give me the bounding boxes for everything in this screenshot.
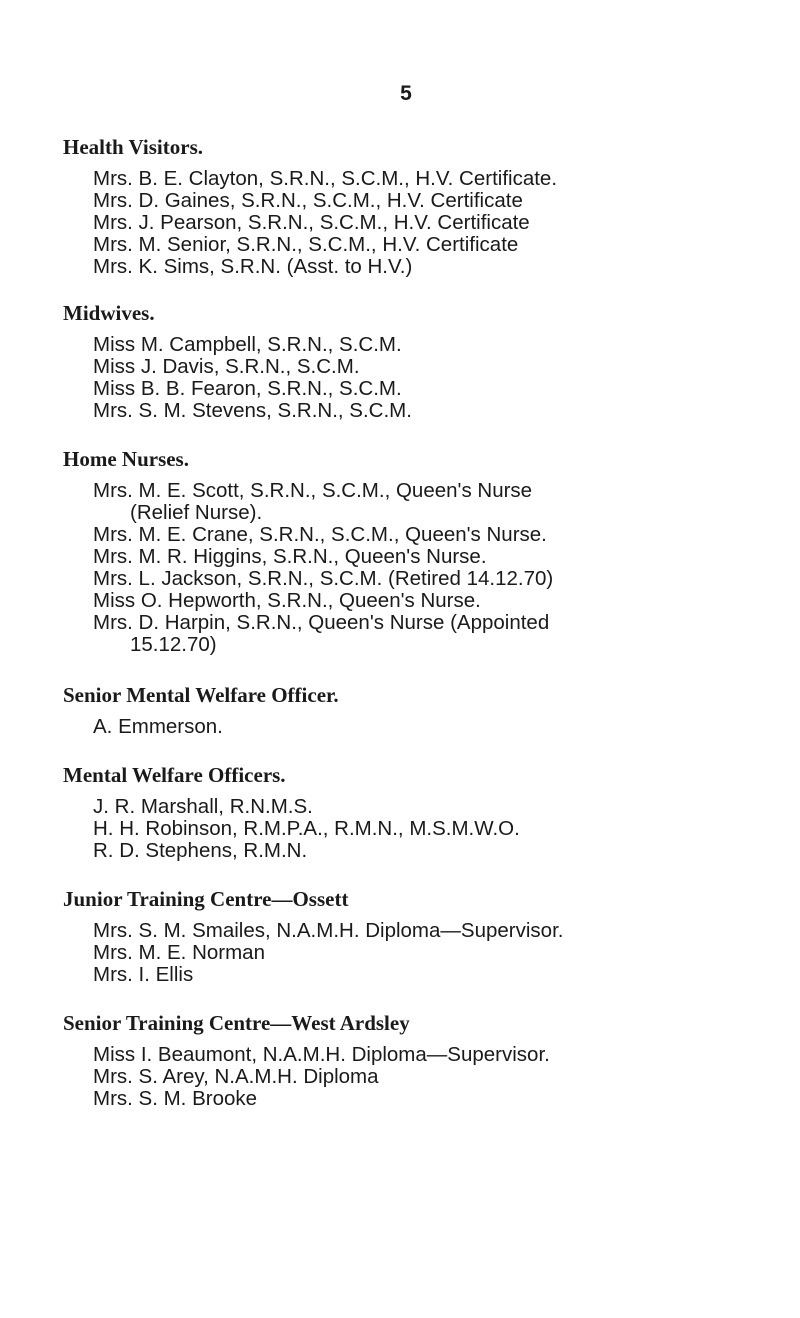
staff-entry: Mrs. S. M. Brooke <box>93 1087 258 1110</box>
staff-entry: Mrs. S. M. Stevens, S.R.N., S.C.M. <box>93 399 412 422</box>
staff-entry: Mrs. M. E. Crane, S.R.N., S.C.M., Queen's Nurse. <box>93 523 547 546</box>
staff-entry: Mrs. L. Jackson, S.R.N., S.C.M. (Retired 14.12.70) <box>93 567 554 590</box>
staff-entry: Mrs. K. Sims, S.R.N. (Asst. to H.V.) <box>93 255 413 278</box>
staff-entry: Miss O. Hepworth, S.R.N., Queen's Nurse. <box>93 589 481 612</box>
section-heading: Health Visitors. <box>63 135 203 159</box>
section-midwives <box>63 298 783 422</box>
staff-entry: Mrs. M. R. Higgins, S.R.N., Queen's Nurse. <box>93 545 487 568</box>
staff-entry: Mrs. D. Harpin, S.R.N., Queen's Nurse (Appointed <box>93 611 550 634</box>
section-heading: Senior Training Centre—West Ardsley <box>63 1011 410 1035</box>
section-heading: Junior Training Centre—Ossett <box>63 887 349 911</box>
staff-list <box>63 132 783 1110</box>
staff-entry: J. R. Marshall, R.N.M.S. <box>93 795 313 818</box>
entry-list <box>93 796 783 862</box>
entry-list <box>93 168 783 278</box>
staff-entry-continuation: (Relief Nurse). <box>130 501 263 524</box>
staff-entry: Miss J. Davis, S.R.N., S.C.M. <box>93 355 360 378</box>
entry-list <box>93 920 783 986</box>
staff-entry: Mrs. S. M. Smailes, N.A.M.H. Diploma—Supervisor. <box>93 919 564 942</box>
staff-entry: Mrs. J. Pearson, S.R.N., S.C.M., H.V. Certificate <box>93 211 530 234</box>
entry-list <box>93 334 783 422</box>
section-health-visitors <box>63 132 783 278</box>
staff-entry: Miss M. Campbell, S.R.N., S.C.M. <box>93 333 402 356</box>
section-senior-training-centre <box>63 1008 783 1110</box>
section-junior-training-centre <box>63 884 783 986</box>
staff-entry: H. H. Robinson, R.M.P.A., R.M.N., M.S.M.W.O. <box>93 817 520 840</box>
staff-entry: Mrs. D. Gaines, S.R.N., S.C.M., H.V. Certificate <box>93 189 523 212</box>
section-heading: Senior Mental Welfare Officer. <box>63 683 339 707</box>
staff-entry: Mrs. S. Arey, N.A.M.H. Diploma <box>93 1065 379 1088</box>
page-number: 5 <box>400 82 412 105</box>
staff-entry: Mrs. B. E. Clayton, S.R.N., S.C.M., H.V. Certificate. <box>93 167 558 190</box>
section-senior-mental-welfare-officer <box>63 680 783 738</box>
staff-entry: Mrs. M. E. Scott, S.R.N., S.C.M., Queen's Nurse <box>93 479 533 502</box>
entry-list <box>93 716 783 738</box>
staff-entry-continuation: 15.12.70) <box>130 633 217 656</box>
staff-entry: Mrs. M. E. Norman <box>93 941 265 964</box>
entry-list <box>93 1044 783 1110</box>
staff-entry: Miss B. B. Fearon, S.R.N., S.C.M. <box>93 377 402 400</box>
staff-entry: Miss I. Beaumont, N.A.M.H. Diploma—Supervisor. <box>93 1043 550 1066</box>
section-heading: Midwives. <box>63 301 155 325</box>
section-heading: Home Nurses. <box>63 447 189 471</box>
section-heading: Mental Welfare Officers. <box>63 763 286 787</box>
entry-list <box>93 480 783 656</box>
section-mental-welfare-officers <box>63 760 783 862</box>
staff-entry: A. Emmerson. <box>93 715 223 738</box>
staff-entry: R. D. Stephens, R.M.N. <box>93 839 308 862</box>
staff-entry: Mrs. I. Ellis <box>93 963 194 986</box>
section-home-nurses <box>63 444 783 656</box>
staff-entry: Mrs. M. Senior, S.R.N., S.C.M., H.V. Certificate <box>93 233 519 256</box>
